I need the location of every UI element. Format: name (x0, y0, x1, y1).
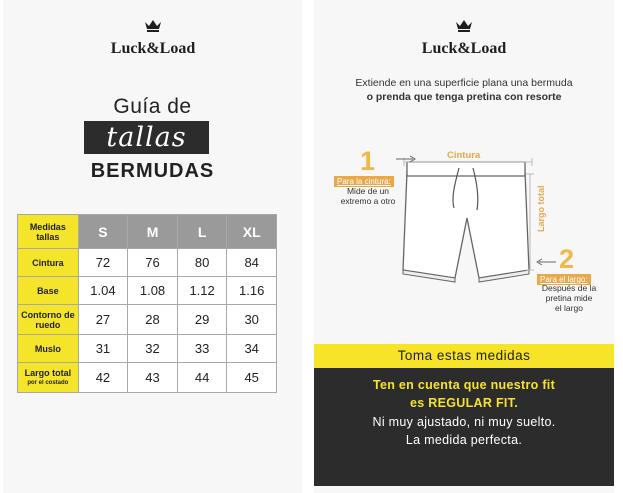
table-cell: 43 (128, 363, 178, 393)
arrow-left-icon (536, 258, 556, 266)
guide-title: Guía de (113, 95, 192, 118)
product-name: BERMUDAS (90, 160, 215, 182)
step-number: 1 (360, 146, 376, 176)
row-label: Muslo (18, 335, 79, 363)
arrow-right-icon (396, 155, 416, 163)
fit-line: La medida perfecta. (405, 433, 523, 447)
instruction-line: Extiende en una superficie plana una bermuda (355, 77, 573, 89)
hint-line: Mide de un (346, 186, 390, 196)
table-cell: 1.08 (128, 277, 178, 305)
length-label: Largo total (536, 185, 546, 232)
waist-label: Cintura (447, 150, 481, 161)
row-label-sub: por el costado (27, 379, 69, 386)
table-row (18, 249, 277, 277)
table-cell: 32 (128, 335, 178, 363)
brand-logo: Luck&Load (110, 40, 196, 57)
size-header: L (177, 215, 227, 249)
hint-line: pretina mide (545, 293, 593, 303)
table-row (18, 363, 277, 393)
size-table (17, 214, 277, 393)
size-table-panel (3, 0, 302, 493)
hint-line: Después de la (541, 283, 597, 293)
table-cell: 76 (128, 249, 178, 277)
instruction-line-bold: o prenda que tenga pretina con resorte (366, 91, 562, 103)
crown-icon (144, 18, 162, 32)
step-hint (334, 186, 402, 206)
table-cell: 45 (227, 363, 277, 393)
row-label-main: Largo total (24, 367, 72, 378)
table-cell: 29 (177, 305, 227, 335)
table-cell: 1.12 (177, 277, 227, 305)
table-cell: 72 (78, 249, 128, 277)
table-cell: 42 (78, 363, 128, 393)
table-row (18, 277, 277, 305)
fit-line: Ni muy ajustado, ni muy suelto. (372, 415, 556, 429)
table-cell: 1.04 (78, 277, 128, 305)
size-header: XL (227, 215, 277, 249)
tallas-badge (84, 121, 209, 154)
shorts-illustration (399, 158, 534, 288)
table-cell: 27 (78, 305, 128, 335)
table-row (18, 335, 277, 363)
table-cell: 31 (78, 335, 128, 363)
table-row (18, 305, 277, 335)
table-cell: 84 (227, 249, 277, 277)
hint-line: el largo (555, 303, 583, 313)
row-label (18, 363, 79, 393)
row-label: Cintura (18, 249, 79, 277)
table-cell: 34 (227, 335, 277, 363)
crown-icon (455, 18, 473, 32)
measure-instructions-panel (314, 0, 614, 493)
row-label: Contorno de ruedo (18, 305, 79, 335)
size-header: S (78, 215, 128, 249)
fit-line: Ten en cuenta que nuestro fit (372, 378, 556, 392)
step-hint (534, 283, 604, 313)
length-measure-line (526, 172, 534, 272)
table-cell: 28 (128, 305, 178, 335)
table-corner-header: Medidas tallas (18, 215, 79, 249)
tallas-text: tallas (106, 122, 187, 153)
fit-info-box (314, 368, 614, 486)
measure-banner (314, 344, 614, 368)
size-header: M (128, 215, 178, 249)
step-number: 2 (559, 244, 575, 274)
row-label: Base (18, 277, 79, 305)
step-tag: Para el largo: (537, 274, 591, 285)
fit-line: es REGULAR FIT. (410, 396, 518, 410)
table-cell: 30 (227, 305, 277, 335)
table-header-row (18, 215, 277, 249)
table-cell: 33 (177, 335, 227, 363)
table-cell: 80 (177, 249, 227, 277)
hint-line: extremo a otro (340, 196, 396, 206)
brand-logo: Luck&Load (421, 40, 507, 57)
step-tag: Para la cintura: (334, 176, 394, 187)
table-cell: 44 (177, 363, 227, 393)
measure-banner-text: Toma estas medidas (397, 348, 531, 363)
table-cell: 1.16 (227, 277, 277, 305)
